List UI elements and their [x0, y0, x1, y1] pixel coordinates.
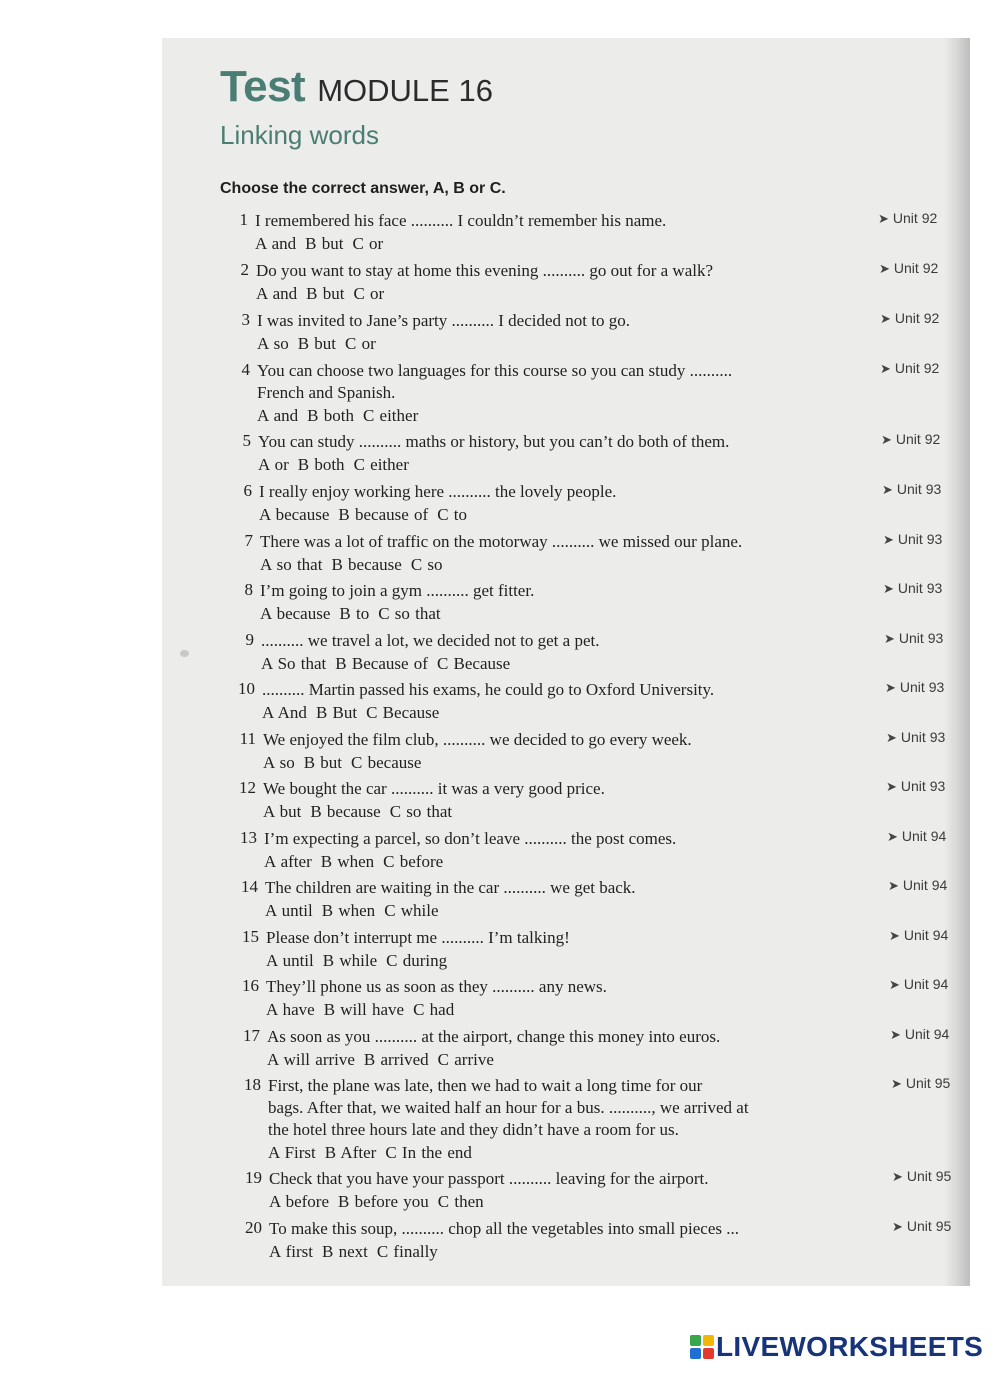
answer-options: [259, 504, 859, 526]
unit-reference: [883, 531, 942, 548]
answer-option-a: A have: [266, 1000, 315, 1019]
question-line: I really enjoy working here .......... the lovely people.: [259, 482, 617, 501]
unit-label: Unit 94: [904, 1026, 950, 1042]
answer-option-b: B both: [297, 455, 345, 474]
question-line: They’ll phone us as soon as they .......... any news.: [266, 977, 607, 996]
question-number: 12: [239, 778, 256, 797]
question-text: [262, 679, 862, 724]
unit-label: Unit 94: [903, 927, 949, 943]
answer-options: [262, 702, 862, 724]
question-number: 6: [243, 481, 252, 500]
unit-reference: [892, 1218, 951, 1235]
arrow-icon: ➤: [880, 361, 891, 376]
question-line: I’m expecting a parcel, so don’t leave .......... the post comes.: [264, 829, 677, 848]
unit-label: Unit 92: [894, 360, 940, 376]
answer-option-c: C to: [437, 505, 468, 524]
unit-reference: [880, 310, 939, 327]
liveworksheets-logo-icon: [690, 1335, 714, 1359]
arrow-icon: ➤: [891, 1076, 902, 1091]
answer-option-c: C or: [352, 234, 384, 253]
answer-option-c: C arrive: [437, 1050, 494, 1069]
question-text: [263, 778, 863, 823]
question-text: [261, 630, 861, 675]
arrow-icon: ➤: [884, 631, 895, 646]
question-number: 18: [244, 1075, 261, 1094]
question-text: [263, 729, 863, 774]
arrow-icon: ➤: [886, 779, 897, 794]
question-line: Check that you have your passport .......... leaving for the airport.: [269, 1169, 709, 1188]
answer-option-a: A before: [269, 1192, 330, 1211]
unit-label: Unit 93: [896, 481, 942, 497]
arrow-icon: ➤: [886, 730, 897, 745]
unit-label: Unit 93: [900, 778, 946, 794]
answer-option-b: B After: [324, 1143, 377, 1162]
answer-options: [263, 752, 863, 774]
question-line: I remembered his face .......... I couldn’t remember his name.: [255, 211, 667, 230]
scan-smudge: [180, 650, 189, 657]
arrow-icon: ➤: [889, 977, 900, 992]
question-line: We bought the car .......... it was a very good price.: [263, 779, 605, 798]
answer-option-c: C so that: [389, 802, 453, 821]
answer-options: [255, 233, 855, 255]
question-text: [269, 1168, 869, 1213]
answer-options: [260, 603, 860, 625]
question-text: [260, 580, 860, 625]
question-number: 1: [239, 210, 248, 229]
unit-label: Unit 93: [900, 729, 946, 745]
unit-label: Unit 94: [901, 828, 947, 844]
unit-label: Unit 93: [897, 531, 943, 547]
question-line: There was a lot of traffic on the motorway .......... we missed our plane.: [260, 532, 743, 551]
unit-label: Unit 95: [906, 1168, 952, 1184]
answer-option-a: A and: [256, 284, 298, 303]
question-text: [256, 260, 856, 305]
answer-option-a: A because: [259, 505, 330, 524]
arrow-icon: ➤: [890, 1027, 901, 1042]
answer-option-b: B because: [310, 802, 381, 821]
answer-option-c: C either: [353, 455, 409, 474]
question-line: You can study .......... maths or history, but you can’t do both of them.: [258, 432, 730, 451]
answer-option-a: A and: [255, 234, 297, 253]
answer-option-a: A and: [257, 406, 299, 425]
question-text: [266, 976, 866, 1021]
question-line: The children are waiting in the car .......... we get back.: [265, 878, 636, 897]
page-subtitle: Linking words: [220, 120, 379, 150]
question-number: 10: [238, 679, 255, 698]
question-line: .......... we travel a lot, we decided not to get a pet.: [261, 631, 600, 650]
question-line: We enjoyed the film club, .......... we decided to go every week.: [263, 730, 692, 749]
question-text: [269, 1218, 869, 1263]
unit-reference: [886, 729, 945, 746]
worksheet-page: [162, 38, 970, 1286]
question-line: First, the plane was late, then we had to wait a long time for our: [268, 1076, 703, 1095]
answer-option-b: B but: [305, 234, 344, 253]
answer-option-b: B while: [322, 951, 378, 970]
answer-option-c: C Because: [366, 703, 440, 722]
arrow-icon: ➤: [883, 532, 894, 547]
question-number: 16: [242, 976, 259, 995]
question-text: [257, 310, 857, 355]
unit-label: Unit 95: [905, 1075, 951, 1091]
answer-option-b: B to: [339, 604, 370, 623]
question-text: [260, 531, 860, 576]
unit-label: Unit 92: [894, 310, 940, 326]
question-number: 8: [244, 580, 253, 599]
answer-option-a: A And: [262, 703, 307, 722]
question-text: [268, 1075, 868, 1164]
answer-option-c: C before: [383, 852, 444, 871]
question-number: 9: [245, 630, 254, 649]
arrow-icon: ➤: [881, 432, 892, 447]
question-text: [266, 927, 866, 972]
answer-options: [268, 1142, 868, 1164]
question-line: I was invited to Jane’s party .......... I decided not to go.: [257, 311, 630, 330]
unit-label: Unit 94: [902, 877, 948, 893]
answer-option-a: A after: [264, 852, 312, 871]
question-text: [257, 360, 857, 427]
question-line: To make this soup, .......... chop all the vegetables into small pieces ...: [269, 1219, 739, 1238]
arrow-icon: ➤: [879, 261, 890, 276]
answer-options: [267, 1049, 867, 1071]
question-text: [267, 1026, 867, 1071]
unit-label: Unit 93: [898, 630, 944, 646]
arrow-icon: ➤: [882, 482, 893, 497]
liveworksheets-logo: [690, 1331, 983, 1363]
unit-label: Unit 92: [895, 431, 941, 447]
unit-reference: [889, 927, 948, 944]
answer-option-b: B will have: [323, 1000, 405, 1019]
question-number: 7: [244, 531, 253, 550]
question-line: You can choose two languages for this course so you can study ..........: [257, 361, 733, 380]
title-module: MODULE 16: [317, 73, 493, 108]
answer-option-b: B arrived: [363, 1050, 429, 1069]
question-number: 17: [243, 1026, 260, 1045]
arrow-icon: ➤: [885, 680, 896, 695]
answer-option-c: C either: [362, 406, 419, 425]
answer-options: [256, 283, 856, 305]
answer-options: [264, 851, 864, 873]
answer-option-a: A will arrive: [267, 1050, 355, 1069]
arrow-icon: ➤: [892, 1219, 903, 1234]
answer-option-c: C Because: [436, 654, 511, 673]
title-test: Test: [220, 62, 306, 111]
answer-options: [265, 900, 865, 922]
answer-option-b: B but: [297, 334, 337, 353]
answer-option-b: B but: [303, 753, 343, 772]
answer-options: [261, 653, 861, 675]
answer-option-a: A So that: [261, 654, 327, 673]
answer-option-b: B because of: [338, 505, 429, 524]
question-number: 3: [241, 310, 250, 329]
question-number: 13: [240, 828, 257, 847]
arrow-icon: ➤: [880, 311, 891, 326]
answer-option-b: B both: [307, 406, 354, 425]
question-line: Please don’t interrupt me .......... I’m talking!: [266, 928, 570, 947]
answer-option-a: A so: [263, 753, 295, 772]
answer-option-a: A so that: [260, 555, 323, 574]
answer-option-a: A but: [263, 802, 302, 821]
answer-option-c: C finally: [376, 1242, 438, 1261]
answer-option-a: A first: [269, 1242, 313, 1261]
question-number: 11: [239, 729, 256, 748]
question-line: Do you want to stay at home this evening .......... go out for a walk?: [256, 261, 714, 280]
unit-reference: [885, 679, 944, 696]
unit-label: Unit 95: [906, 1218, 952, 1234]
unit-reference: [878, 210, 937, 227]
answer-option-b: B when: [320, 852, 375, 871]
answer-options: [263, 801, 863, 823]
answer-option-b: B but: [306, 284, 345, 303]
question-line: As soon as you .......... at the airport, change this money into euros.: [267, 1027, 721, 1046]
answer-option-a: A or: [258, 455, 289, 474]
answer-options: [269, 1241, 869, 1263]
unit-reference: [887, 828, 946, 845]
answer-options: [266, 999, 866, 1021]
unit-reference: [881, 431, 940, 448]
answer-option-c: C or: [345, 334, 376, 353]
answer-options: [269, 1191, 869, 1213]
answer-option-c: C so: [410, 555, 443, 574]
answer-options: [258, 454, 858, 476]
question-number: 14: [241, 877, 258, 896]
unit-label: Unit 93: [897, 580, 943, 596]
answer-option-b: B Because of: [335, 654, 428, 673]
answer-option-c: C while: [384, 901, 439, 920]
answer-option-b: B before you: [338, 1192, 429, 1211]
question-number: 2: [240, 260, 249, 279]
answer-option-a: A until: [265, 901, 313, 920]
answer-option-c: C then: [437, 1192, 484, 1211]
arrow-icon: ➤: [888, 878, 899, 893]
answer-options: [260, 554, 860, 576]
answer-option-c: C because: [351, 753, 422, 772]
answer-option-c: C or: [353, 284, 385, 303]
answer-option-a: A because: [260, 604, 331, 623]
question-line: the hotel three hours late and they didn’t have a room for us.: [268, 1120, 679, 1139]
unit-reference: [888, 877, 947, 894]
page-edge-shadow: [944, 38, 970, 1286]
unit-reference: [890, 1026, 949, 1043]
question-number: 19: [245, 1168, 262, 1187]
page-title: [220, 62, 493, 112]
unit-label: Unit 94: [903, 976, 949, 992]
unit-reference: [879, 260, 938, 277]
answer-option-b: B next: [321, 1242, 368, 1261]
question-line: .......... Martin passed his exams, he could go to Oxford University.: [262, 680, 715, 699]
question-number: 15: [242, 927, 259, 946]
answer-option-a: A First: [268, 1143, 316, 1162]
answer-option-c: C so that: [378, 604, 441, 623]
answer-option-c: C had: [413, 1000, 455, 1019]
arrow-icon: ➤: [878, 211, 889, 226]
answer-options: [266, 950, 866, 972]
question-text: [255, 210, 855, 255]
arrow-icon: ➤: [889, 928, 900, 943]
unit-reference: [880, 360, 939, 377]
answer-option-a: A until: [266, 951, 314, 970]
answer-options: [257, 405, 857, 427]
answer-option-a: A so: [257, 334, 289, 353]
unit-reference: [886, 778, 945, 795]
unit-label: Unit 92: [892, 210, 938, 226]
unit-reference: [889, 976, 948, 993]
instruction-text: Choose the correct answer, A, B or C.: [220, 180, 506, 197]
answer-option-b: B when: [321, 901, 376, 920]
arrow-icon: ➤: [892, 1169, 903, 1184]
arrow-icon: ➤: [887, 829, 898, 844]
question-number: 4: [241, 360, 250, 379]
question-text: [264, 828, 864, 873]
question-number: 20: [245, 1218, 262, 1237]
unit-label: Unit 93: [899, 679, 945, 695]
unit-reference: [883, 580, 942, 597]
answer-option-b: B But: [315, 703, 358, 722]
unit-reference: [892, 1168, 951, 1185]
question-text: [259, 481, 859, 526]
unit-label: Unit 92: [893, 260, 939, 276]
question-line: I’m going to join a gym .......... get fitter.: [260, 581, 535, 600]
question-text: [258, 431, 858, 476]
unit-reference: [884, 630, 943, 647]
arrow-icon: ➤: [883, 581, 894, 596]
question-line: bags. After that, we waited half an hour for a bus. .........., we arrived at: [268, 1098, 749, 1117]
question-line: French and Spanish.: [257, 383, 396, 402]
unit-reference: [882, 481, 941, 498]
answer-option-c: C In the end: [385, 1143, 472, 1162]
answer-options: [257, 333, 857, 355]
unit-reference: [891, 1075, 950, 1092]
question-number: 5: [242, 431, 251, 450]
liveworksheets-logo-text: LIVEWORKSHEETS: [716, 1331, 984, 1362]
answer-option-c: C during: [386, 951, 448, 970]
question-text: [265, 877, 865, 922]
answer-option-b: B because: [331, 555, 402, 574]
